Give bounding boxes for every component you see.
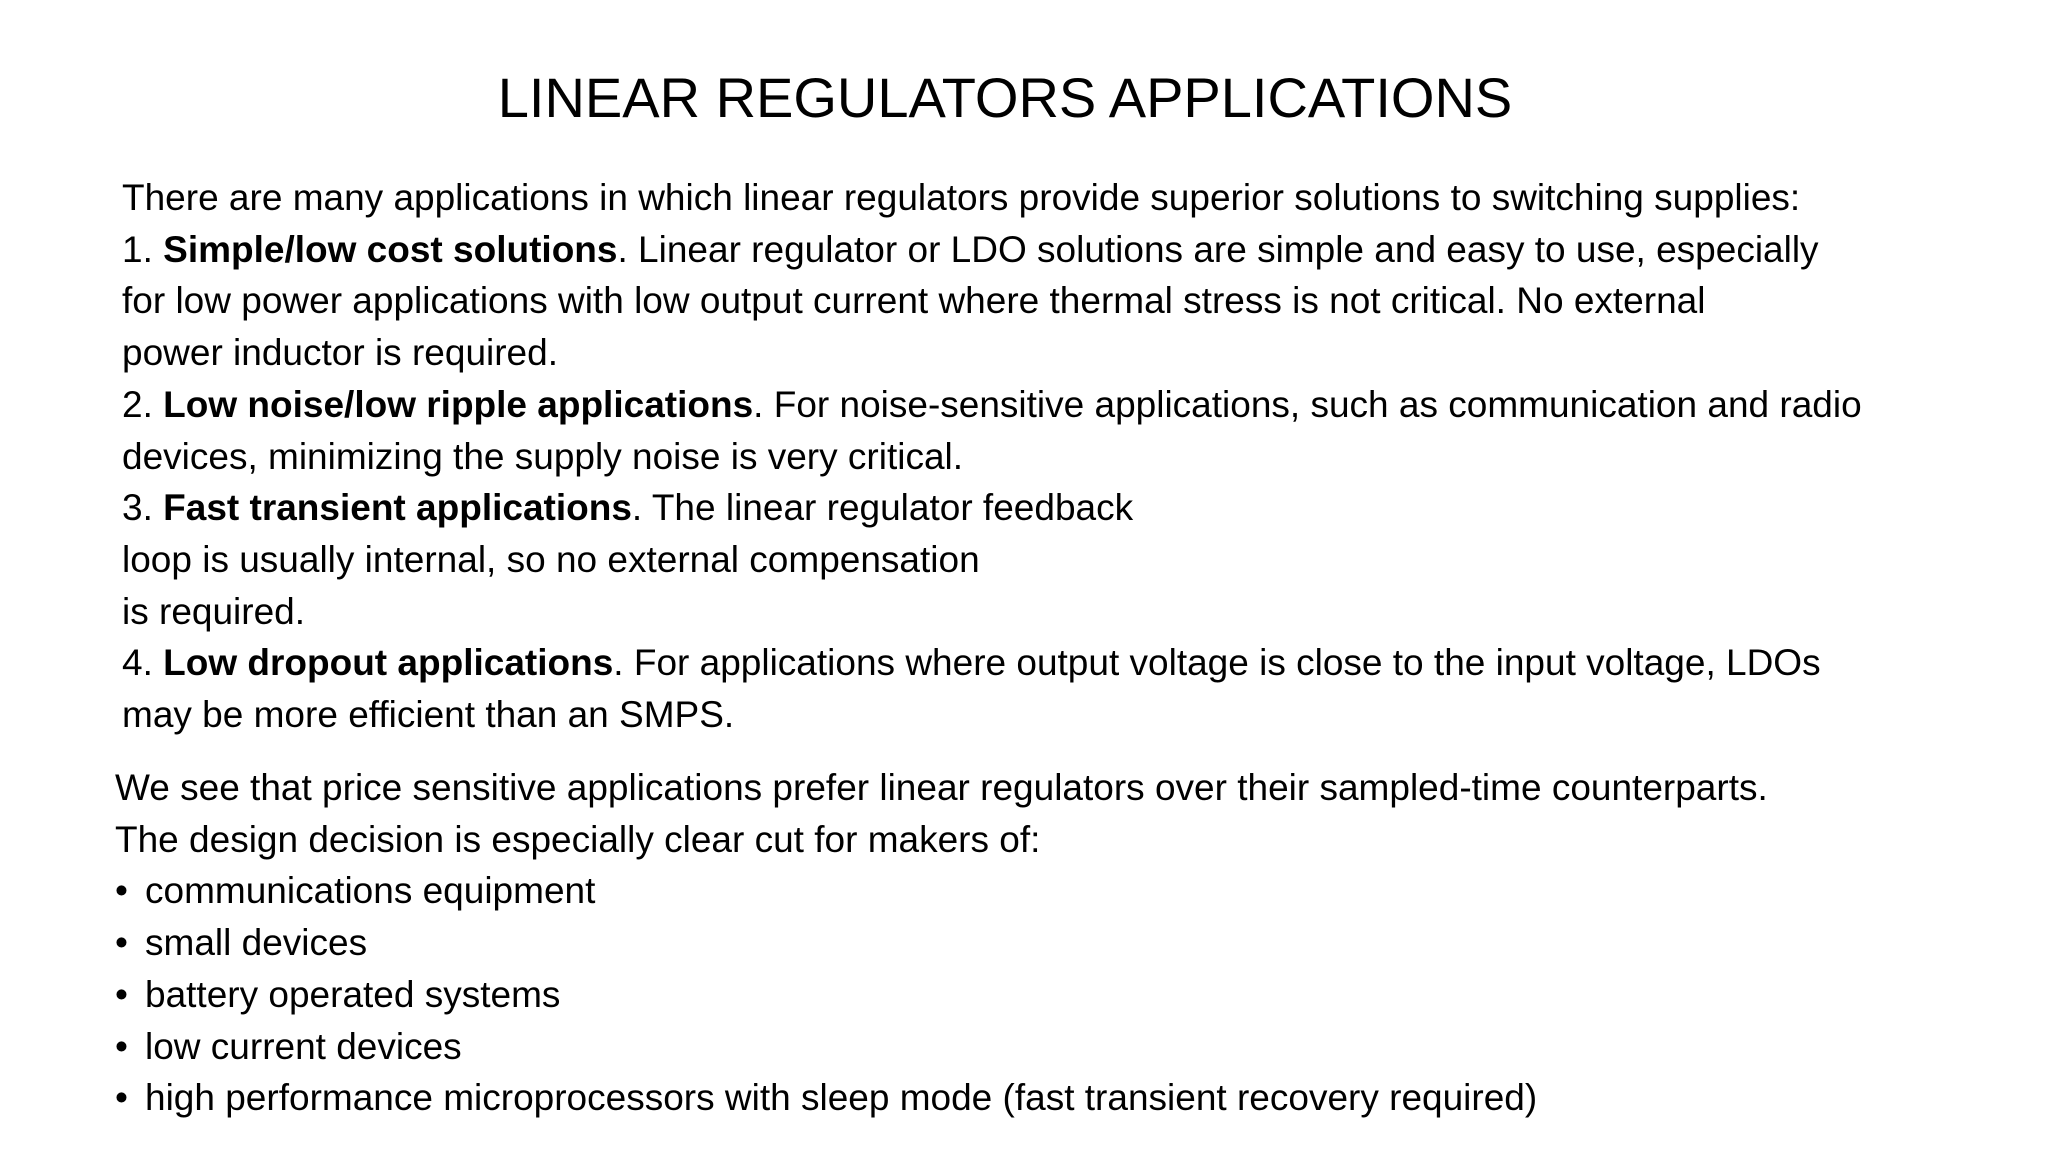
bullet-text: communications equipment: [145, 870, 596, 912]
list-item-2-line-1: [122, 379, 2002, 431]
bullet-item: [115, 1072, 1995, 1124]
slide-title: LINEAR REGULATORS APPLICATIONS: [497, 66, 1513, 129]
bullet-text: high performance microprocessors with sleep mode (fast transient recovery required): [145, 1077, 1538, 1119]
summary-section: [115, 762, 1995, 1124]
bullet-icon: •: [115, 870, 128, 912]
list-item-4-line-1: [122, 637, 2002, 689]
bullet-item: [115, 917, 1995, 969]
item-text: . Linear regulator or LDO solutions are simple and easy to use, especially: [617, 228, 1819, 270]
list-item-3-line-1: [122, 482, 2002, 534]
list-item-1-line-3: power inductor is required.: [122, 332, 558, 374]
applications-list: [122, 172, 2002, 741]
bullet-text: small devices: [145, 922, 368, 964]
list-item-4-line-2: may be more efficient than an SMPS.: [122, 694, 735, 736]
item-heading: Fast transient applications: [163, 487, 632, 529]
bullet-item: [115, 969, 1995, 1021]
item-number: 2.: [122, 383, 153, 425]
summary-line-2: The design decision is especially clear cut for makers of:: [115, 818, 1041, 860]
list-item-2-line-2: devices, minimizing the supply noise is very critical.: [122, 435, 964, 477]
item-number: 3.: [122, 487, 153, 529]
item-text: . For noise-sensitive applications, such as communication and radio: [753, 383, 1862, 425]
summary-line-1: We see that price sensitive applications prefer linear regulators over their sampled-time counterparts.: [115, 767, 1768, 808]
list-item-3-line-2: loop is usually internal, so no external compensation: [122, 538, 980, 580]
list-item-1-line-2: for low power applications with low output current where thermal stress is not critical. No external: [122, 280, 1706, 322]
item-text: . The linear regulator feedback: [631, 487, 1134, 529]
bullet-icon: •: [115, 922, 128, 964]
item-number: 1.: [122, 228, 153, 270]
bullet-icon: •: [115, 1077, 128, 1119]
list-item-3-line-3: is required.: [122, 590, 306, 632]
item-text: . For applications where output voltage is close to the input voltage, LDOs: [613, 642, 1821, 684]
intro-line: There are many applications in which linear regulators provide superior solutions to switching supplies:: [122, 177, 1801, 218]
item-heading: Low dropout applications: [163, 642, 614, 684]
bullet-text: battery operated systems: [145, 973, 561, 1015]
item-heading: Low noise/low ripple applications: [163, 383, 754, 425]
bullet-icon: •: [115, 1025, 128, 1067]
bullet-item: [115, 865, 1995, 917]
bullet-icon: •: [115, 973, 128, 1015]
item-number: 4.: [122, 642, 153, 684]
item-heading: Simple/low cost solutions: [163, 228, 618, 270]
bullet-item: [115, 1021, 1995, 1073]
list-item-1-line-1: [122, 224, 2002, 276]
bullet-text: low current devices: [145, 1025, 462, 1067]
